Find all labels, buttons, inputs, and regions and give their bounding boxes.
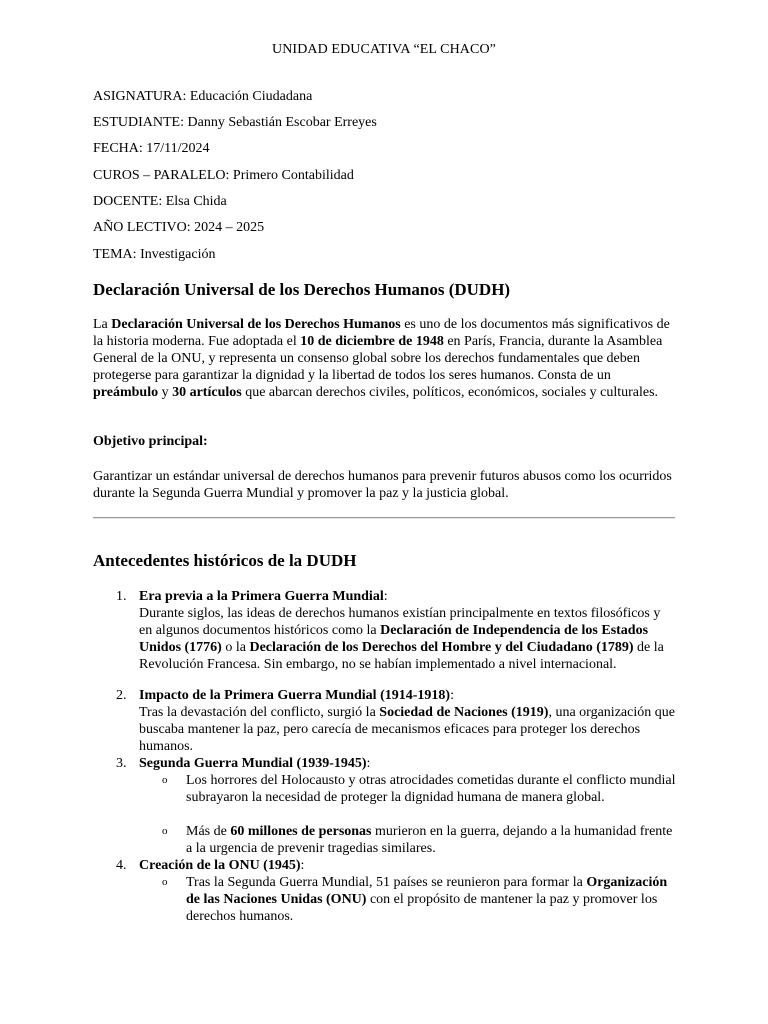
meta-value: Elsa Chida: [165, 194, 227, 209]
item-text: murieron en la guerra, dejando a la humanidad frente a la urgencia de prevenir tragedias similares.: [186, 824, 673, 856]
meta-label: TEMA:: [93, 247, 137, 262]
list-item-body: [139, 755, 676, 772]
item-bold: Declaración de Independencia de los Estados Unidos (1776): [139, 623, 649, 655]
item-text: con el propósito de mantener la paz y promover los derechos humanos.: [186, 892, 658, 924]
meta-label: DOCENTE:: [93, 194, 163, 209]
meta-label: ASIGNATURA:: [93, 89, 187, 104]
colon: :: [300, 858, 305, 873]
objective-heading: Objetivo principal:: [93, 434, 208, 449]
meta-teacher: [93, 193, 693, 210]
colon: :: [383, 589, 388, 604]
meta-date: [93, 140, 693, 157]
school-title: UNIDAD EDUCATIVA “EL CHACO”: [272, 42, 496, 57]
intro-paragraph: [93, 316, 678, 401]
intro-bold: 30 artículos: [172, 385, 242, 400]
list-number: 2.: [116, 688, 127, 703]
meta-label: AÑO LECTIVO:: [93, 220, 191, 235]
intro-text: La: [93, 317, 112, 332]
meta-value: Danny Sebastián Escobar Erreyes: [187, 115, 377, 130]
meta-label: CUROS – PARALELO:: [93, 168, 230, 183]
meta-topic: [93, 246, 693, 263]
list-item-heading: Segunda Guerra Mundial (1939-1945): [139, 756, 367, 771]
item-bold: 60 millones de personas: [230, 824, 372, 839]
meta-value: Educación Ciudadana: [189, 89, 313, 104]
meta-value: 2024 – 2025: [194, 220, 265, 235]
history-heading: Antecedentes históricos de la DUDH: [93, 551, 357, 570]
horizontal-divider: [93, 517, 675, 519]
meta-value: 17/11/2024: [146, 141, 210, 156]
list-item-body: [139, 588, 676, 673]
intro-text: que abarcan derechos civiles, políticos, económicos, sociales y culturales.: [241, 385, 659, 400]
intro-text: es uno de los documentos más significativos de la historia moderna. Fue adoptada el: [93, 317, 670, 349]
intro-bold: Declaración Universal de los Derechos Humanos: [111, 317, 401, 332]
intro-bold: preámbulo: [93, 385, 159, 400]
item-text: o la: [221, 640, 250, 655]
sub-item-body: [186, 874, 677, 925]
meta-value: Investigación: [140, 247, 216, 262]
meta-value: Primero Contabilidad: [232, 168, 354, 183]
intro-bold: 10 de diciembre de 1948: [300, 334, 444, 349]
meta-student: [93, 114, 693, 131]
objective-paragraph: Garantizar un estándar universal de derechos humanos para prevenir futuros abusos como los ocurridos durante la Segunda Guerra Mundial y promover la paz y la justicia global.: [93, 469, 672, 501]
meta-subject: [93, 88, 693, 105]
item-text: Tras la Segunda Guerra Mundial, 51 países se reunieron para formar la: [186, 875, 587, 890]
list-number: 4.: [116, 858, 127, 873]
main-heading: Declaración Universal de los Derechos Humanos (DUDH): [93, 280, 511, 299]
item-text: Durante siglos, las ideas de derechos humanos existían principalmente en textos filosóficos y en algunos documentos históricos como la: [139, 606, 661, 638]
meta-label: ESTUDIANTE:: [93, 115, 184, 130]
meta-school-year: [93, 219, 693, 236]
item-text: de la Revolución Francesa. Sin embargo, no se habían implementado a nivel internacional.: [139, 640, 664, 672]
item-bold: Declaración de los Derechos del Hombre y del Ciudadano (1789): [249, 640, 634, 655]
list-item-body: [139, 687, 676, 755]
item-bold: Organización de las Naciones Unidas (ONU): [186, 875, 668, 907]
sub-item-body: Los horrores del Holocausto y otras atrocidades cometidas durante el conflicto mundial subrayaron la necesidad de proteger la dignidad humana de manera global.: [186, 773, 676, 805]
item-text: Tras la devastación del conflicto, surgió la: [139, 705, 380, 720]
intro-text: y: [158, 385, 173, 400]
colon: :: [366, 756, 371, 771]
meta-label: FECHA:: [93, 141, 143, 156]
meta-course: [93, 167, 693, 184]
item-text: , una organización que buscaba mantener la paz, pero carecía de mecanismos eficaces para proteger los derechos humanos.: [139, 705, 675, 754]
sub-item-body: [186, 823, 677, 857]
bullet-icon: o: [162, 876, 168, 888]
item-bold: Sociedad de Naciones (1919): [379, 705, 549, 720]
item-text: Más de: [186, 824, 231, 839]
list-item-heading: Creación de la ONU (1945): [139, 858, 301, 873]
bullet-icon: o: [162, 825, 168, 837]
list-item-heading: Impacto de la Primera Guerra Mundial (1914-1918): [139, 688, 451, 703]
list-number: 3.: [116, 756, 127, 771]
list-number: 1.: [116, 589, 127, 604]
list-item-body: [139, 857, 676, 874]
colon: :: [450, 688, 454, 703]
intro-text: en París, Francia, durante la Asamblea General de la ONU, y representa un consenso global sobre los derechos fundamentales que deben protegerse para garantizar la dignidad y la libertad de todos los seres humanos. Consta de un: [93, 334, 663, 383]
bullet-icon: o: [162, 774, 168, 786]
list-item-heading: Era previa a la Primera Guerra Mundial: [139, 589, 384, 604]
